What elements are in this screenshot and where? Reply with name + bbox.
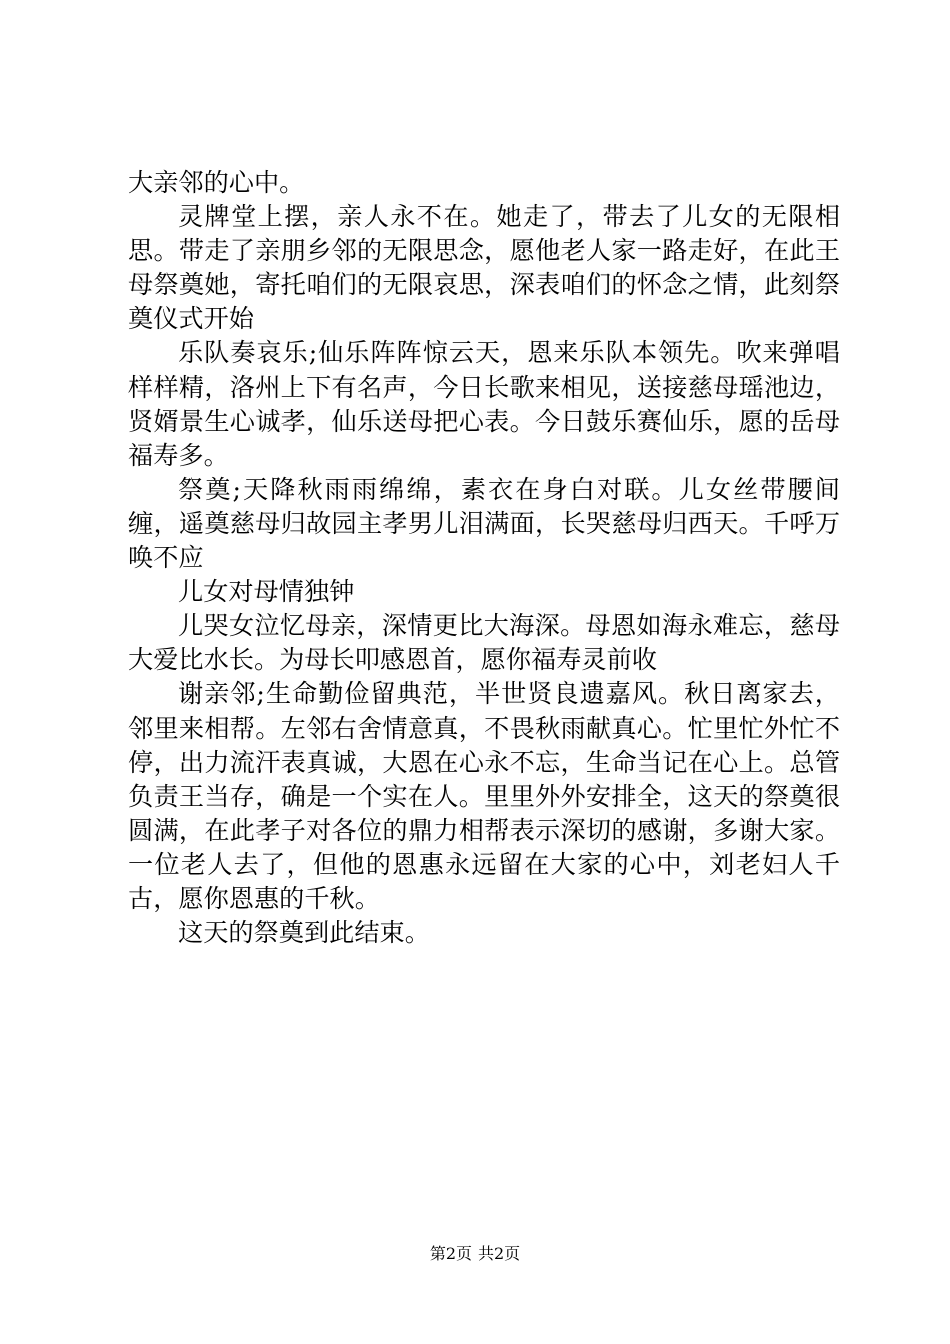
paragraph-children-weep: 儿哭女泣忆母亲，深情更比大海深。母恩如海永难忘，慈母大爱比水长。为母长叩感恩首，愿你福寿灵前收 xyxy=(128,611,840,675)
page-footer xyxy=(0,1244,950,1264)
page-number: 第2页 xyxy=(429,1244,472,1263)
document-body xyxy=(128,166,840,950)
paragraph-lingpai: 灵牌堂上摆，亲人永不在。她走了，带去了儿女的无限相思。带走了亲朋乡邻的无限思念，愿他老人家一路走好，在此王母祭奠她，寄托咱们的无限哀思，深表咱们的怀念之情，此刻祭奠仪式开始 xyxy=(128,202,840,334)
paragraph-offering: 祭奠;天降秋雨雨绵绵，素衣在身白对联。儿女丝带腰间缠，遥奠慈母归故园主孝男儿泪满面，长哭慈母归西天。千呼万唤不应 xyxy=(128,474,840,573)
page-total: 共2页 xyxy=(478,1244,521,1263)
paragraph-music: 乐队奏哀乐;仙乐阵阵惊云天，恩来乐队本领先。吹来弹唱样样精，洛州上下有名声，今日长歌来相见，送接慈母瑶池边，贤婿景生心诚孝，仙乐送母把心表。今日鼓乐赛仙乐，愿的岳母福寿多。 xyxy=(128,338,840,470)
paragraph-children-love: 儿女对母情独钟 xyxy=(178,577,355,607)
paragraph-continuation: 大亲邻的心中。 xyxy=(128,168,305,197)
paragraph-thanks: 谢亲邻;生命勤俭留典范，半世贤良遗嘉风。秋日离家去，邻里来相帮。左邻右舍情意真，不畏秋雨献真心。忙里忙外忙不停，出力流汗表真诚，大恩在心永不忘，生命当记在心上。总管负责王当存，确是一个实在人。里里外外安排全，这天的祭奠很圆满，在此孝子对各位的鼎力相帮表示深切的感谢，多谢大家。一位老人去了，但他的恩惠永远留在大家的心中，刘老妇人千古，愿你恩惠的千秋。 xyxy=(128,679,840,913)
paragraph-closing: 这天的祭奠到此结束。 xyxy=(178,918,430,948)
